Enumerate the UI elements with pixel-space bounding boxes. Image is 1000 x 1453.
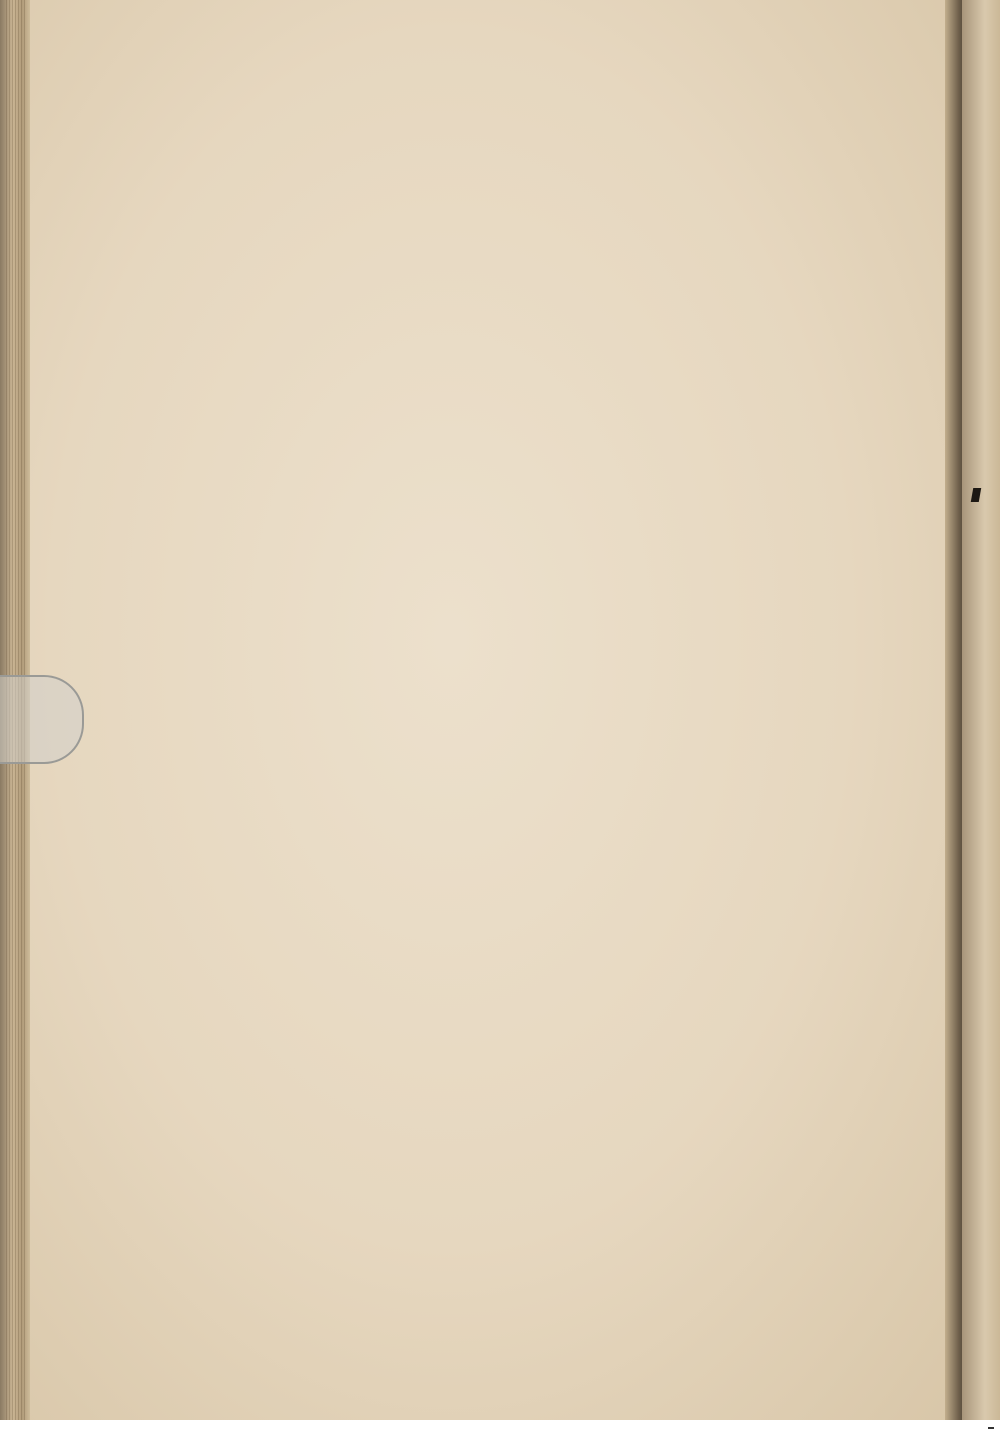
- page-clip: [0, 675, 84, 764]
- footer-bar: [0, 1420, 1000, 1453]
- dfg-logo: [988, 1427, 994, 1429]
- book-page: [30, 0, 965, 1420]
- facing-page-edge: [962, 0, 1000, 1420]
